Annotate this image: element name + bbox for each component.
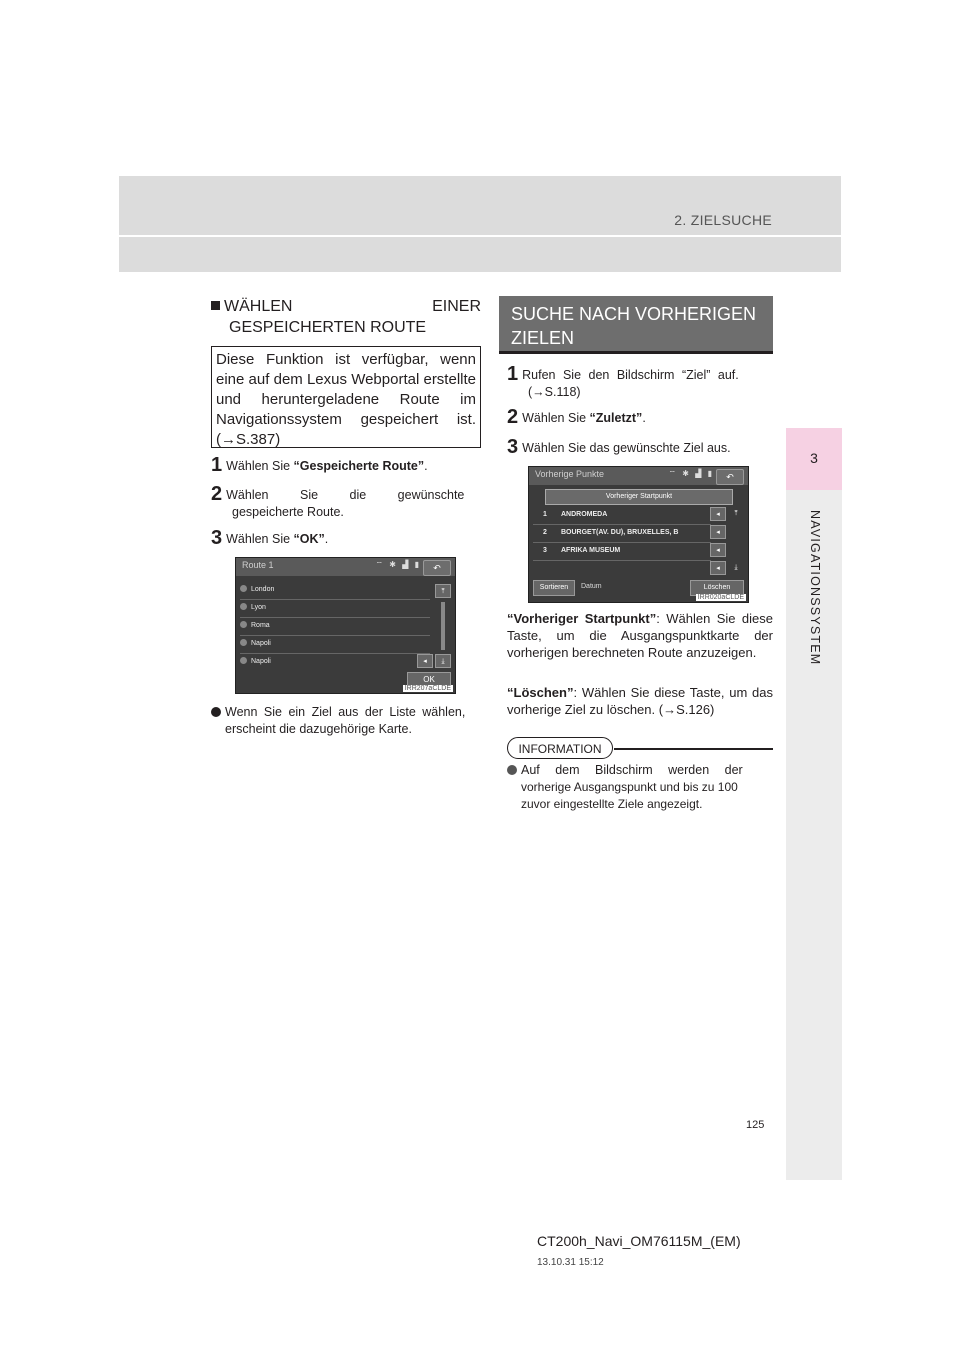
location-pin-icon <box>240 657 247 664</box>
row-label: BOURGET(AV. DU), BRUXELLES, B <box>561 529 679 536</box>
chapter-title: 2. ZIELSUCHE <box>674 212 772 228</box>
image-caption: IRR020aCLDE <box>697 594 744 601</box>
back-button[interactable]: ↶ <box>423 560 451 576</box>
back-button[interactable]: ↶ <box>716 469 744 485</box>
previous-start-button[interactable]: Vorheriger Startpunkt <box>545 489 733 505</box>
row-index: 2 <box>543 529 547 536</box>
chapter-number: 3 <box>810 450 818 466</box>
scroll-bottom-button[interactable]: ⤓ <box>435 654 451 668</box>
step-number: 3 <box>211 527 223 549</box>
bullet-note <box>211 704 481 738</box>
destination-row[interactable] <box>533 525 713 541</box>
delete-row-button[interactable]: ◂ <box>710 543 726 557</box>
route-row[interactable] <box>240 582 274 598</box>
location-pin-icon <box>240 621 247 628</box>
banner-line: ZIELEN <box>511 328 575 348</box>
step-text: Wählen Sie <box>226 532 294 546</box>
step-text: gespeicherte Route. <box>232 505 344 519</box>
screen-title: Vorherige Punkte <box>535 469 605 479</box>
location-pin-icon <box>240 639 247 646</box>
information-text: Auf dem Bildschirm werden der <box>521 763 743 777</box>
scroll-bottom-button[interactable]: ⤓ <box>734 564 738 571</box>
delete-row-button[interactable]: ◂ <box>710 561 726 575</box>
delete-button[interactable]: Löschen <box>690 580 744 596</box>
page-number: 125 <box>746 1119 765 1131</box>
step-3 <box>211 527 481 549</box>
row-index: 1 <box>543 511 547 518</box>
row-label: Napoli <box>251 658 271 665</box>
row-label: AFRIKA MUSEUM <box>561 547 621 554</box>
status-icons: ⌔ ✱ ▟ ▮ <box>375 560 421 569</box>
page-up-button[interactable]: ◂ <box>417 654 433 668</box>
destination-row[interactable] <box>533 543 713 559</box>
status-icons: ⌔ ✱ ▟ ▮ <box>668 469 714 478</box>
document-id: CT200h_Navi_OM76115M_(EM) <box>537 1233 741 1249</box>
step-keyword: “Zuletzt” <box>589 411 643 425</box>
sort-button[interactable]: Sortieren <box>533 580 575 596</box>
chapter-tab-label-wrap <box>789 510 839 666</box>
screen-title: Route 1 <box>242 560 274 570</box>
row-label: ANDROMEDA <box>561 511 608 518</box>
square-bullet-icon <box>211 301 220 310</box>
information-text: vorherige Ausgangspunkt und bis zu 100 <box>521 780 738 794</box>
step-keyword: “Gespeicherte Route” <box>293 459 425 473</box>
row-index: 3 <box>543 547 547 554</box>
step-3 <box>507 436 773 458</box>
ok-button[interactable]: OK <box>407 672 451 688</box>
section-banner <box>499 296 773 354</box>
step-text: (→S.118) <box>528 385 581 399</box>
step-text: Wählen Sie <box>226 459 294 473</box>
chapter-tab-label: NAVIGATIONSSYSTEM <box>808 510 822 666</box>
image-caption: IRR207aCLDE <box>404 685 451 692</box>
scrollbar[interactable] <box>441 602 445 650</box>
row-divider <box>533 560 711 561</box>
print-date: 13.10.31 15:12 <box>537 1257 604 1268</box>
header-divider <box>119 235 841 237</box>
description-previous-start <box>507 610 773 661</box>
route-row[interactable] <box>240 600 266 616</box>
step-1 <box>507 363 773 401</box>
step-text: Wählen Sie das gewünschte Ziel aus. <box>522 441 731 455</box>
step-text: . <box>642 411 646 425</box>
step-text: . <box>324 532 329 546</box>
section-heading-saved-route <box>211 296 481 338</box>
row-divider <box>240 599 430 600</box>
heading-line: GESPEICHERTEN ROUTE <box>229 319 427 336</box>
description-text: : Wählen Sie diese Taste, um das vorherige Ziel zu löschen. (→S.126) <box>507 685 773 717</box>
step-text: Wählen Sie <box>522 411 590 425</box>
note-box: Diese Funktion ist verfügbar, wenn eine auf dem Lexus Webportal erstellte und heruntergeladene Route im Navigationssystem gespeichert ist. (→S.387) <box>211 346 481 448</box>
row-label: Napoli <box>251 640 271 647</box>
bullet-text: Wenn Sie ein Ziel aus der Liste wählen, <box>225 705 466 719</box>
information-label: INFORMATION <box>507 737 613 759</box>
step-text: Wählen Sie die gewünschte <box>226 488 465 502</box>
destination-row[interactable] <box>533 507 713 523</box>
description-delete <box>507 684 773 718</box>
step-number: 3 <box>507 436 519 458</box>
route-screen <box>235 557 456 694</box>
bullet-dot-icon <box>211 707 221 717</box>
information-text: zuvor eingestellte Ziele angezeigt. <box>521 797 703 811</box>
location-pin-icon <box>240 585 247 592</box>
chapter-tab-number <box>786 428 842 490</box>
sort-value: Datum <box>581 583 602 590</box>
step-2 <box>211 483 481 521</box>
banner-line: SUCHE NACH VORHERIGEN <box>511 304 757 324</box>
step-number: 1 <box>211 454 223 476</box>
information-rule <box>614 748 773 750</box>
step-1 <box>211 454 481 476</box>
description-keyword: “Löschen” <box>507 685 574 700</box>
row-label: Lyon <box>251 604 266 611</box>
row-label: London <box>251 586 275 593</box>
scroll-top-button[interactable]: ⤒ <box>734 510 738 517</box>
previous-points-screen <box>528 466 749 603</box>
step-text: . <box>424 459 428 473</box>
heading-word: EINER <box>432 298 481 315</box>
scroll-top-button[interactable]: ⤒ <box>435 584 451 598</box>
step-2 <box>507 406 773 428</box>
route-row[interactable] <box>240 618 270 634</box>
heading-word: WÄHLEN <box>224 298 293 315</box>
bullet-dot-icon <box>507 765 517 775</box>
step-keyword: “OK” <box>293 532 325 546</box>
delete-row-button[interactable]: ◂ <box>710 525 726 539</box>
step-number: 2 <box>211 483 223 505</box>
route-row[interactable] <box>240 654 271 670</box>
step-number: 2 <box>507 406 519 428</box>
delete-row-button[interactable]: ◂ <box>710 507 726 521</box>
information-bullet <box>507 762 773 813</box>
step-text: Rufen Sie den Bildschirm “Ziel” auf. <box>522 368 739 382</box>
route-row[interactable] <box>240 636 271 652</box>
description-keyword: “Vorheriger Startpunkt” <box>507 611 657 626</box>
description-text: : Wählen Sie diese Taste, um die Ausgangspunktkarte der vorherigen berechneten Route anzuzeigen. <box>507 611 773 660</box>
location-pin-icon <box>240 603 247 610</box>
step-number: 1 <box>507 363 519 385</box>
bullet-text: erscheint die dazugehörige Karte. <box>225 722 412 736</box>
row-label: Roma <box>251 622 270 629</box>
